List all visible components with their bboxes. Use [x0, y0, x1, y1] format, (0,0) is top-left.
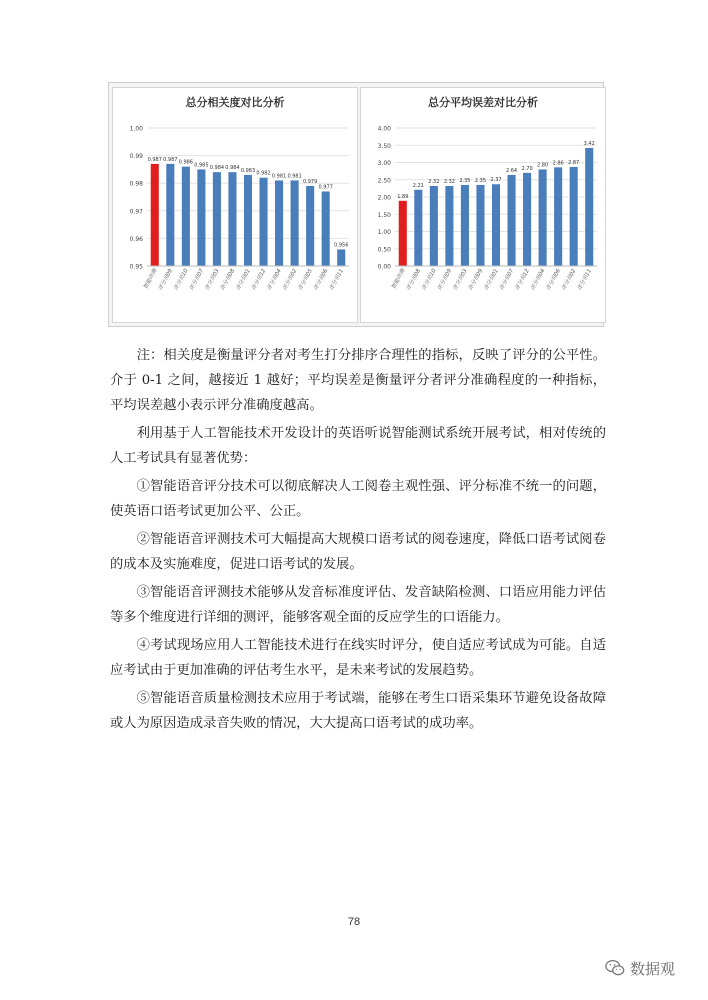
advantage-1: ①智能语音评分技术可以彻底解决人工阅卷主观性强、评分标准不统一的问题，使英语口语考试更加公平、公正。	[110, 479, 606, 519]
intro-paragraph: 利用基于人工智能技术开发设计的英语听说智能测试系统开展考试，相对传统的人工考试具有显著优势：	[110, 426, 606, 466]
y-tick-label: 0.00	[377, 263, 391, 271]
bar	[570, 167, 578, 266]
bar	[476, 185, 484, 266]
bar	[539, 169, 547, 266]
x-tick-label: 评分员08	[219, 268, 237, 292]
x-tick-label: 评分员09	[467, 268, 485, 292]
bar	[182, 167, 190, 266]
bar	[399, 201, 407, 266]
data-label: 2.70	[521, 165, 533, 172]
x-tick-label: 评分员02	[282, 268, 299, 292]
x-tick-label: 评分员12	[250, 268, 268, 292]
x-tick-label: 评分员01	[235, 268, 252, 292]
bar	[554, 167, 562, 266]
y-tick-label: 2.50	[377, 177, 391, 185]
bar	[523, 173, 531, 266]
error-chart-title: 总分平均误差对比分析	[428, 96, 538, 109]
data-label: 0.977	[318, 184, 333, 191]
y-tick-label: 4.00	[377, 125, 391, 133]
x-tick-label: 评分员06	[545, 268, 562, 292]
data-label: 2.80	[537, 162, 549, 169]
bar	[430, 186, 438, 266]
data-label: 0.979	[302, 178, 318, 185]
bar	[414, 190, 422, 266]
bar	[306, 186, 314, 266]
y-tick-label: 2.00	[377, 194, 391, 202]
data-label: 0.956	[334, 242, 349, 249]
x-tick-label: 评分员08	[405, 268, 423, 292]
data-label: 0.982	[256, 170, 271, 177]
advantage-2: ②智能语音评测技术可大幅提高大规模口语考试的阅卷速度，降低口语考试阅卷的成本及实施难度，促进口语考试的发展。	[110, 532, 606, 572]
data-label: 0.987	[147, 156, 162, 163]
note-paragraph: 注：相关度是衡量评分者对考生打分排序合理性的指标，反映了评分的公平性。介于 0-1 之间，越接近 1 越好；平均误差是衡量评分者评分准确程度的一种指标，平均误差越小表示评分准确度越高。	[110, 348, 606, 413]
data-label: 2.21	[412, 182, 424, 189]
x-tick-label: 评分员03	[452, 268, 469, 292]
correlation-chart-panel	[112, 87, 358, 323]
wechat-icon	[604, 957, 626, 979]
data-label: 0.981	[287, 173, 302, 180]
data-label: 2.35	[459, 177, 471, 184]
data-label: 0.986	[178, 159, 194, 166]
data-label: 0.984	[225, 165, 240, 172]
data-label: 2.37	[490, 177, 502, 184]
x-tick-label: 评分员04	[266, 268, 283, 292]
x-tick-label: 评分员10	[173, 268, 190, 292]
advantage-3: ③智能语音评测技术能够从发音标准度评估、发音缺陷检测、口语应用能力评估等多个维度进行详细的测评，能够客观全面的反应学生的口语能力。	[110, 585, 606, 625]
bar	[166, 164, 174, 266]
body-text	[110, 343, 606, 739]
x-tick-label: 评分员01	[483, 268, 500, 292]
bar	[275, 180, 283, 266]
y-tick-label: 3.00	[377, 160, 391, 167]
data-label: 0.985	[194, 162, 209, 169]
y-tick-label: 0.96	[129, 235, 143, 243]
bar	[244, 175, 252, 266]
bar	[197, 169, 205, 266]
x-tick-label: 评分员11	[576, 268, 593, 292]
page-number: 78	[347, 916, 361, 928]
error-chart-panel	[360, 87, 606, 323]
x-tick-label: 评分员07	[188, 268, 206, 292]
y-tick-label: 3.50	[377, 142, 391, 150]
x-tick-label: 评分员05	[297, 268, 314, 292]
x-tick-label: 智能评测	[142, 268, 159, 291]
y-tick-label: 1.50	[377, 211, 391, 219]
x-tick-label: 智能评测	[390, 268, 407, 291]
advantage-4: ④考试现场应用人工智能技术进行在线实时评分，使自适应考试成为可能。自适应考试由于更加准确的评估考生水平，是未来考试的发展趋势。	[110, 638, 606, 678]
x-tick-label: 评分员11	[328, 268, 345, 292]
bar	[213, 172, 221, 266]
data-label: 2.64	[505, 167, 518, 174]
data-label: 1.89	[397, 193, 409, 200]
data-label: 2.87	[568, 159, 580, 166]
advantage-5: ⑤智能语音质量检测技术应用于考试端，能够在考生口语采集环节避免设备故障或人为原因造成录音失败的情况，大大提高口语考试的成功率。	[110, 691, 606, 731]
y-tick-label: 0.50	[377, 246, 391, 254]
data-label: 2.35	[474, 177, 487, 184]
bar	[585, 148, 593, 266]
watermark-label: 数据观	[630, 959, 676, 978]
bar	[259, 178, 267, 266]
x-tick-label: 评分员09	[157, 268, 175, 292]
correlation-chart	[113, 88, 357, 322]
y-tick-label: 1.00	[377, 229, 391, 236]
correlation-chart-title: 总分相关度对比分析	[185, 96, 285, 109]
x-tick-label: 评分员10	[421, 268, 438, 292]
x-tick-label: 评分员07	[498, 268, 516, 292]
bar	[337, 249, 345, 266]
x-tick-label: 评分员04	[530, 268, 547, 292]
data-label: 0.983	[240, 167, 256, 174]
x-tick-label: 评分员06	[313, 268, 330, 292]
y-tick-label: 0.95	[129, 263, 143, 271]
bar	[151, 164, 159, 266]
bar	[322, 191, 330, 266]
chart-figure	[108, 82, 604, 327]
x-tick-label: 评分员03	[204, 268, 221, 292]
data-label: 2.32	[443, 178, 455, 185]
error-chart	[361, 88, 605, 322]
x-tick-label: 评分员09	[436, 268, 454, 292]
bar	[492, 184, 500, 266]
bar	[461, 185, 469, 266]
watermark	[604, 955, 675, 981]
data-label: 2.86	[552, 160, 564, 167]
data-label: 2.32	[428, 178, 440, 185]
data-label: 0.981	[271, 173, 287, 180]
data-label: 0.984	[209, 165, 225, 172]
bar	[507, 175, 515, 266]
y-tick-label: 0.97	[129, 208, 143, 216]
x-tick-label: 评分员02	[561, 268, 578, 292]
bar	[291, 180, 299, 266]
x-tick-label: 评分员12	[514, 268, 531, 292]
bar	[228, 172, 236, 266]
y-tick-label: 0.99	[129, 153, 143, 161]
bar	[445, 186, 453, 266]
y-tick-label: 1.00	[129, 125, 143, 133]
data-label: 3.42	[583, 141, 595, 148]
y-tick-label: 0.98	[129, 180, 143, 188]
data-label: 0.987	[163, 156, 178, 163]
